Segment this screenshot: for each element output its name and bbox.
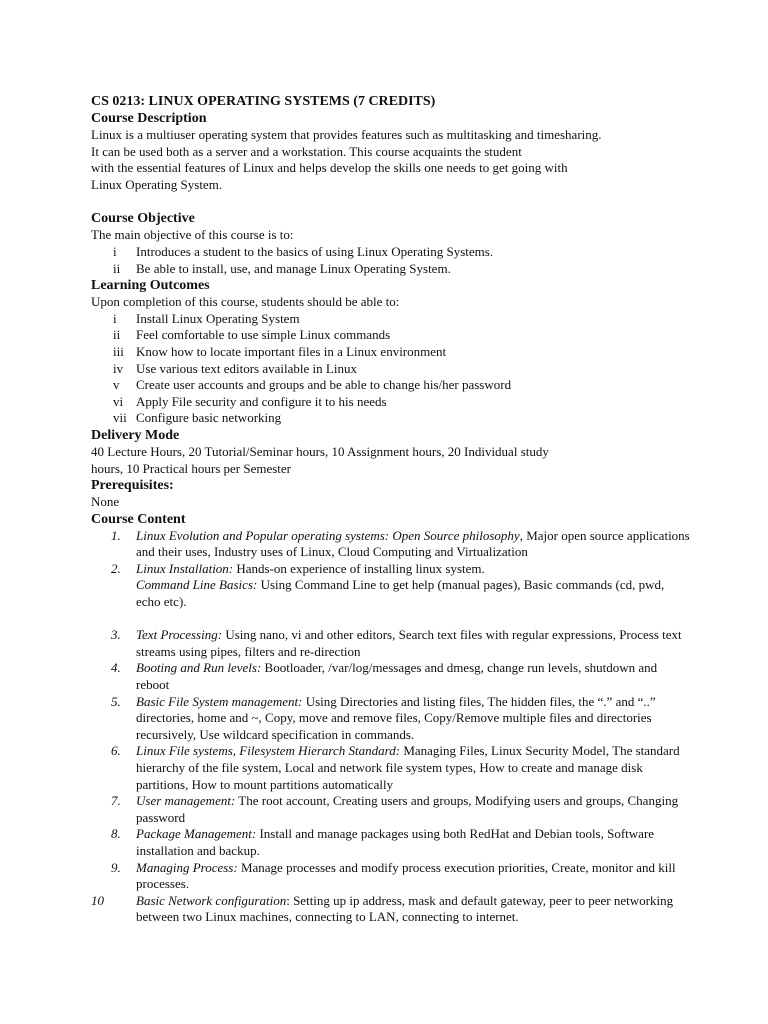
list-item bbox=[91, 261, 691, 278]
list-item bbox=[91, 377, 691, 394]
list-item bbox=[91, 577, 691, 610]
list-item bbox=[91, 627, 691, 660]
list-number: ii bbox=[113, 260, 121, 276]
objective-intro: The main objective of this course is to: bbox=[91, 227, 294, 243]
outcomes-heading: Learning Outcomes bbox=[91, 278, 210, 294]
list-item bbox=[91, 860, 691, 893]
description-line: with the essential features of Linux and helps develop the skills one needs to get going with bbox=[91, 160, 568, 176]
description-line: Linux is a multiuser operating system that provides features such as multitasking and timesharing. bbox=[91, 127, 602, 142]
list-text: Know how to locate important files in a Linux environment bbox=[136, 343, 447, 359]
list-text: Use various text editors available in Linux bbox=[136, 360, 357, 376]
description-line: It can be used both as a server and a workstation. This course acquaints the student bbox=[91, 143, 522, 159]
topic-title: Managing Process: bbox=[136, 859, 238, 875]
document-page bbox=[91, 93, 691, 926]
list-item bbox=[91, 826, 691, 859]
list-item bbox=[91, 327, 691, 344]
list-text: Apply File security and configure it to his needs bbox=[136, 393, 387, 409]
topic-text: Bootloader, /var/log/messages and dmesg, change run levels, shutdown and reboot bbox=[136, 660, 658, 693]
course-title: CS 0213: LINUX OPERATING SYSTEMS (7 CREDITS) bbox=[91, 94, 436, 109]
list-item bbox=[91, 793, 691, 826]
topic-text: Using Directories and listing files, The hidden files, the “.” and “..” directories, home and ~, Copy, move and remove files, Copy/Remove multiple files and directories recursively, Use wildcard specification in commands. bbox=[136, 693, 656, 742]
topic-text: Using nano, vi and other editors, Search text files with regular expressions, Process text streams using pipes, filters and re-direction bbox=[136, 627, 682, 659]
list-number: i bbox=[113, 243, 117, 259]
list-text: Configure basic networking bbox=[136, 410, 282, 426]
topic-title: User management: bbox=[136, 793, 236, 809]
list-item bbox=[91, 743, 691, 793]
topic-title: Package Management: bbox=[136, 826, 257, 842]
list-item bbox=[91, 410, 691, 427]
list-number: 2. bbox=[111, 560, 121, 576]
list-item bbox=[91, 361, 691, 378]
list-number: 7. bbox=[111, 793, 121, 809]
topic-text: : Setting up ip address, mask and default gateway, peer to peer networking between two Linux machines, connecting to LAN, connecting to internet. bbox=[136, 892, 674, 925]
list-number: 3. bbox=[111, 627, 121, 643]
list-text: Create user accounts and groups and be able to change his/her password bbox=[136, 377, 512, 393]
topic-text: , Major open source applications and their uses, Industry uses of Linux, Cloud Computing and Virtualization bbox=[136, 527, 690, 560]
list-number: iii bbox=[113, 343, 124, 359]
description-line: Linux Operating System. bbox=[91, 176, 223, 192]
list-number: 10 bbox=[91, 892, 104, 908]
content-list bbox=[91, 528, 691, 926]
spacer bbox=[91, 193, 691, 210]
description-text bbox=[91, 127, 691, 193]
list-item bbox=[91, 344, 691, 361]
topic-text: Hands-on experience of installing linux system. bbox=[233, 560, 485, 576]
topic-text: Install and manage packages using both RedHat and Debian tools, Software installation and backup. bbox=[136, 826, 655, 858]
list-text: Feel comfortable to use simple Linux commands bbox=[136, 327, 391, 343]
delivery-text bbox=[91, 444, 691, 477]
prerequisites-heading: Prerequisites: bbox=[91, 478, 174, 494]
topic-title: Basic Network configuration bbox=[136, 892, 287, 908]
list-item bbox=[91, 311, 691, 328]
list-item bbox=[91, 561, 691, 578]
list-number: 8. bbox=[111, 826, 121, 842]
description-heading: Course Description bbox=[91, 111, 207, 126]
list-number: vi bbox=[113, 393, 124, 409]
topic-title: Basic File System management: bbox=[136, 693, 303, 709]
list-item bbox=[91, 694, 691, 744]
list-text: Install Linux Operating System bbox=[136, 310, 300, 326]
list-number: 6. bbox=[111, 743, 121, 759]
prerequisites-text: None bbox=[91, 494, 120, 510]
content-heading: Course Content bbox=[91, 511, 186, 527]
topic-title: Linux File systems, Filesystem Hierarch Standard: bbox=[136, 743, 401, 759]
list-item bbox=[91, 528, 691, 561]
topic-text: Using Command Line to get help (manual pages), Basic commands (cd, pwd, echo etc). bbox=[136, 577, 665, 610]
topic-text: Manage processes and modify process execution priorities, Create, monitor and kill processes. bbox=[136, 859, 676, 892]
delivery-line: 40 Lecture Hours, 20 Tutorial/Seminar hours, 10 Assignment hours, 20 Individual study bbox=[91, 443, 549, 459]
topic-title: Linux Installation: bbox=[136, 560, 234, 576]
list-number: 1. bbox=[111, 527, 121, 543]
delivery-line: hours, 10 Practical hours per Semester bbox=[91, 460, 292, 476]
topic-text: The root account, Creating users and groups, Modifying users and groups, Changing password bbox=[136, 793, 679, 825]
list-number: iv bbox=[113, 360, 124, 376]
list-number: 9. bbox=[111, 859, 121, 875]
topic-title: Booting and Run levels: bbox=[136, 660, 262, 676]
outcomes-list bbox=[91, 311, 691, 427]
objective-heading: Course Objective bbox=[91, 211, 195, 227]
delivery-heading: Delivery Mode bbox=[91, 427, 180, 443]
list-number: i bbox=[113, 310, 117, 326]
list-number: ii bbox=[113, 327, 121, 343]
objective-list bbox=[91, 244, 691, 277]
list-item bbox=[91, 394, 691, 411]
outcomes-intro: Upon completion of this course, students should be able to: bbox=[91, 294, 400, 310]
topic-title: Text Processing: bbox=[136, 627, 223, 643]
list-item bbox=[91, 244, 691, 261]
list-number: vii bbox=[113, 410, 127, 426]
list-item bbox=[91, 893, 691, 926]
spacer bbox=[91, 611, 691, 628]
list-number: 4. bbox=[111, 660, 121, 676]
list-number: 5. bbox=[111, 693, 121, 709]
topic-title: Command Line Basics: bbox=[136, 577, 258, 593]
topic-text: Managing Files, Linux Security Model, The standard hierarchy of the file system, Local and network file system types, How to create and manage disk partitions, How to mount partitions automatically bbox=[136, 743, 680, 792]
topic-title: Linux Evolution and Popular operating systems: Open Source philosophy bbox=[136, 527, 520, 543]
list-text: Introduces a student to the basics of using Linux Operating Systems. bbox=[136, 243, 494, 259]
list-item bbox=[91, 660, 691, 693]
list-number: v bbox=[113, 377, 120, 393]
list-text: Be able to install, use, and manage Linux Operating System. bbox=[136, 260, 451, 276]
